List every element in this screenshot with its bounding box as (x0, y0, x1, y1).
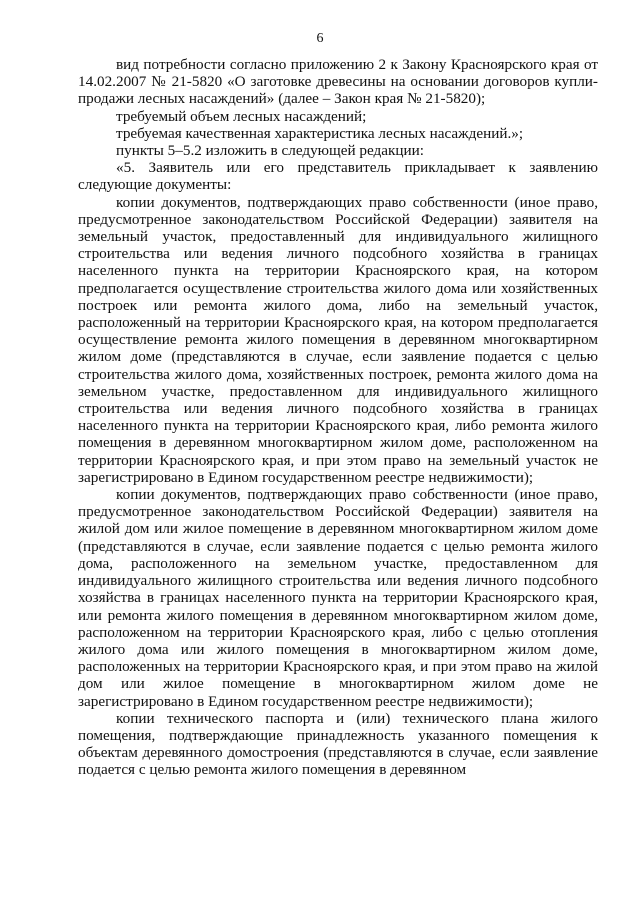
paragraph: копии технического паспорта и (или) технического плана жилого помещения, подтверждающие принадлежность указанного помещения к объектам деревянного домостроения (представляются в случае, если заявление подается с целью ремонта жилого помещения в деревянном (78, 709, 598, 779)
paragraph: копии документов, подтверждающих право собственности (иное право, предусмотренное законодательством Российской Федерации) заявителя на жилой дом или жилое помещение в деревянном многоквартирном жилом доме (представляются в случае, если заявление подается с целью ремонта жилого дома, расположенного на земельном участке, предоставленном для индивидуального жилищного строительства или ведения личного подсобного хозяйства в границах населенного пункта на территории Красноярского края, или ремонта жилого помещения в деревянном многоквартирном жилом доме, расположенном на территории Красноярского края, либо с целью отопления жилого дома или жилого помещения в многоквартирном жилом доме, расположенных на территории Красноярского края, и при этом право на жилой дом или жилое помещение в многоквартирном жилом доме не зарегистрировано в Едином государственном реестре недвижимости); (78, 486, 598, 710)
paragraph: «5. Заявитель или его представитель прикладывает к заявлению следующие документы: (78, 159, 598, 194)
paragraph: вид потребности согласно приложению 2 к Закону Красноярского края от 14.02.2007 № 21-5820 «О заготовке древесины на основании договоров купли-продажи лесных насаждений» (далее – Закон края № 21-5820); (78, 56, 598, 108)
paragraph: копии документов, подтверждающих право собственности (иное право, предусмотренное законодательством Российской Федерации) заявителя на земельный участок, предоставленный для индивидуального жилищного строительства или ведения личного подсобного хозяйства в границах населенного пункта на территории Красноярского края, на котором предполагается осуществление строительства жилого дома или хозяйственных построек или ремонта жилого дома, либо на земельный участок, расположенный на территории Красноярского края, на котором предполагается осуществление ремонта жилого помещения в деревянном многоквартирном жилом доме (представляются в случае, если заявление подается с целью строительства жилого дома, хозяйственных построек, ремонта жилого дома на земельном участке, предоставленном для индивидуального жилищного строительства или ведения личного подсобного хозяйства в границах населенного пункта на территории Красноярского края, либо ремонта жилого помещения в деревянном многоквартирном жилом доме, расположенном на территории Красноярского края, и при этом право на земельный участок не зарегистрировано в Едином государственном реестре недвижимости); (78, 193, 598, 486)
paragraph: требуемая качественная характеристика лесных насаждений.»; (116, 124, 524, 142)
document-body (78, 56, 598, 779)
paragraph: требуемый объем лесных насаждений; (116, 107, 367, 125)
paragraph: пункты 5–5.2 изложить в следующей редакции: (116, 142, 424, 160)
page-number: 6 (316, 31, 324, 46)
